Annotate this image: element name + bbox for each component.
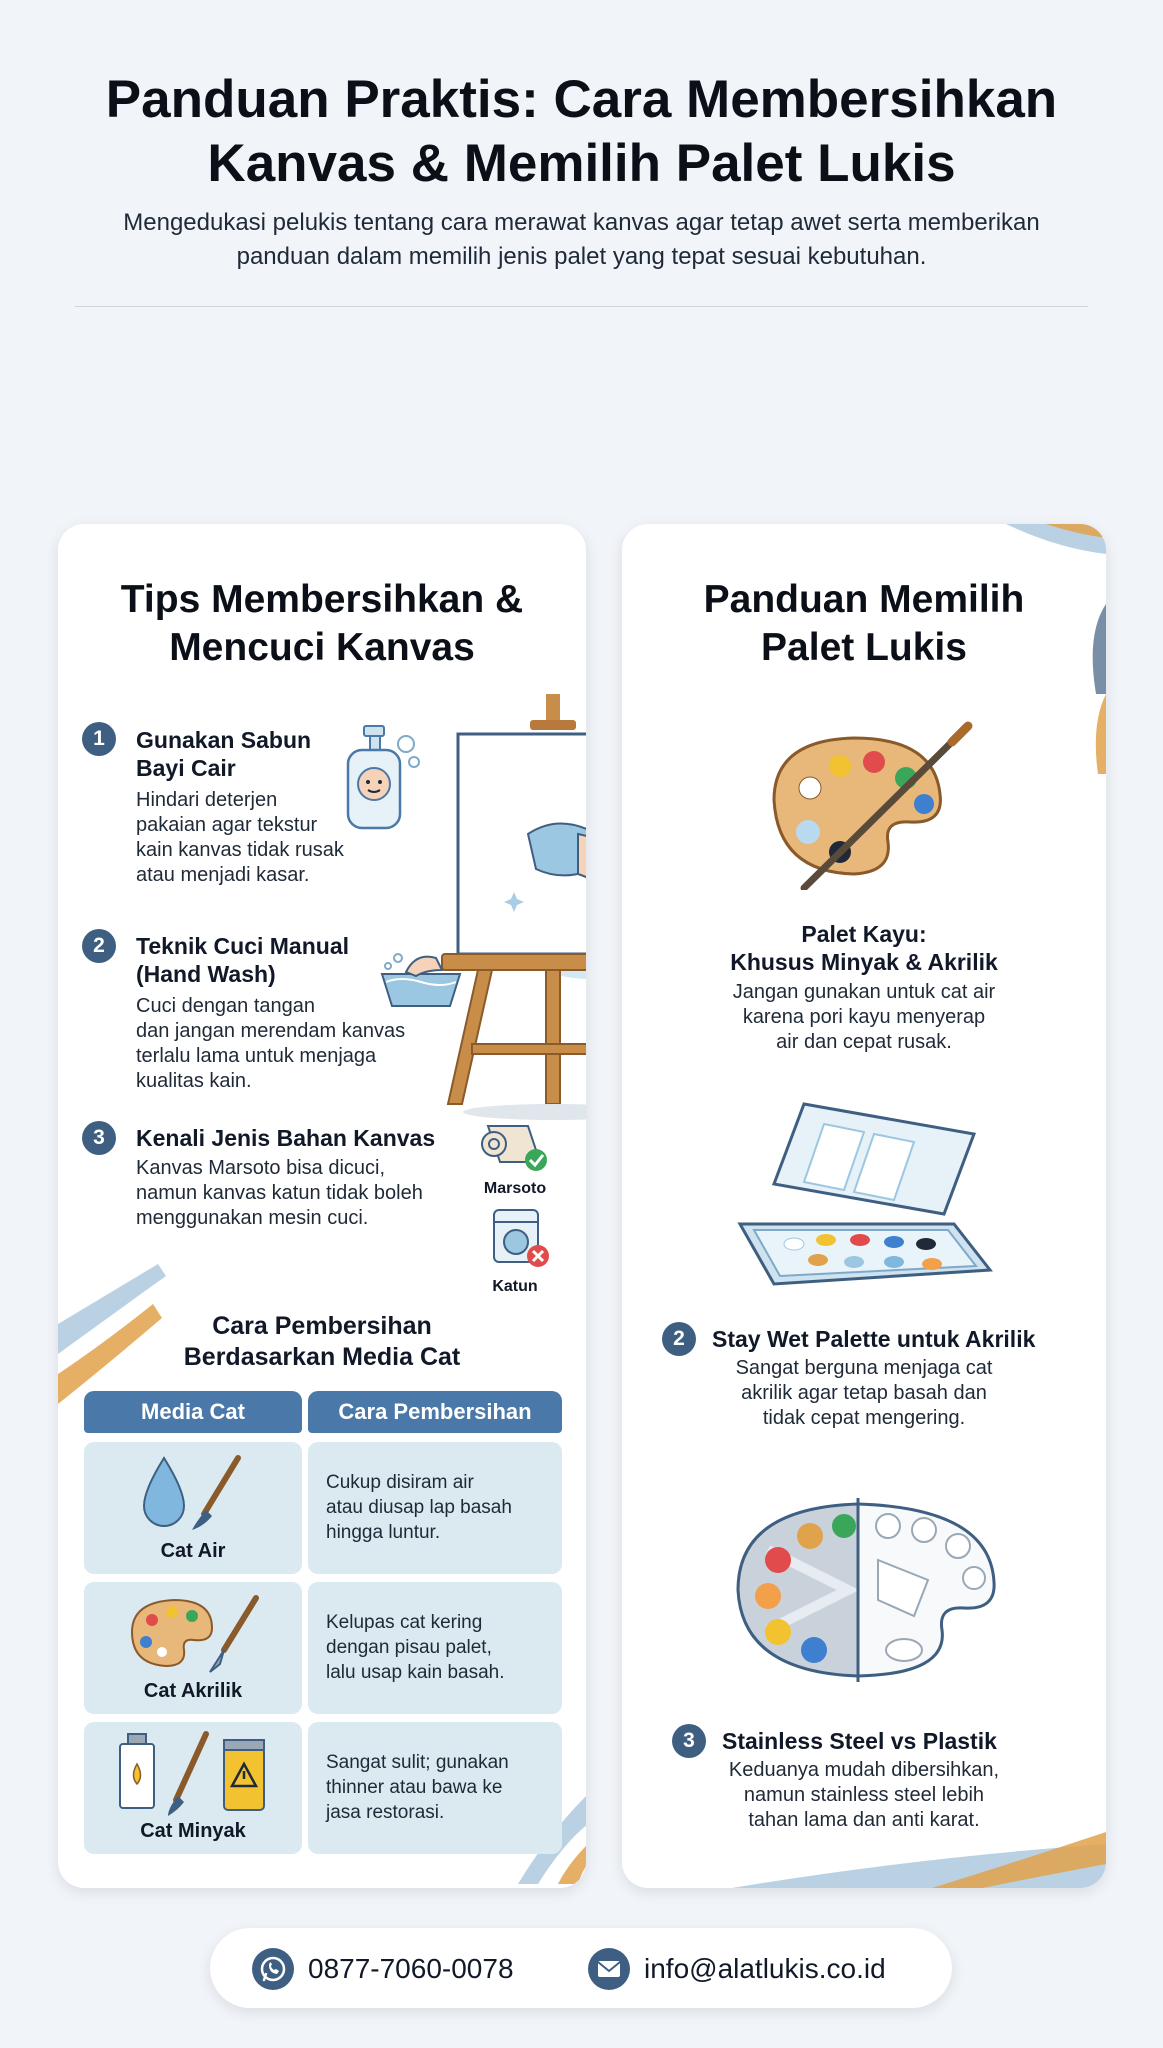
oil-paint-tube-icon (114, 1730, 274, 1820)
method-line: jasa restorasi. (326, 1802, 445, 1823)
tip-1-desc (136, 788, 344, 888)
tip-2-title-line2: (Hand Wash) (136, 961, 276, 987)
tip-number-3: 3 (82, 1121, 116, 1155)
tip-3-desc (136, 1156, 423, 1231)
palette-item-2-desc-line: tidak cepat mengering. (762, 1407, 966, 1429)
water-drop-brush-icon (134, 1454, 254, 1532)
tip-2-desc-line: kualitas kain. (136, 1070, 252, 1092)
method-line: Sangat sulit; gunakan (326, 1752, 509, 1773)
palette-item-2-desc-line: Sangat berguna menjaga cat (735, 1357, 993, 1379)
table-row-method-cell (308, 1442, 562, 1574)
email-icon[interactable] (588, 1948, 630, 1990)
method-line: lalu usap kain basah. (326, 1662, 505, 1683)
table-row-media-cell (84, 1442, 302, 1574)
media-label-cat-air: Cat Air (160, 1540, 226, 1562)
left-card-title-line2: Mencuci Kanvas (169, 626, 475, 669)
canvas-cleaning-card (58, 524, 586, 1888)
whatsapp-icon[interactable] (252, 1948, 294, 1990)
left-card-title (58, 576, 586, 672)
right-card-title-line1: Panduan Memilih (703, 578, 1025, 621)
table-row-method-cell (308, 1582, 562, 1714)
method-line: thinner atau bawa ke (326, 1777, 503, 1798)
method-text-cat-akrilik (326, 1610, 505, 1685)
palette-item-2-title: Stay Wet Palette untuk Akrilik (712, 1326, 1036, 1352)
method-text-cat-minyak (326, 1750, 509, 1825)
method-line: hingga luntur. (326, 1522, 441, 1543)
tip-1-title-line2: Bayi Cair (136, 755, 236, 781)
media-label-cat-akrilik: Cat Akrilik (143, 1680, 243, 1702)
contact-footer (210, 1928, 952, 2008)
tip-2-desc-line: terlalu lama untuk menjaga (136, 1045, 377, 1067)
tip-1-desc-line: Hindari deterjen (136, 789, 278, 811)
marsoto-label: Marsoto (483, 1180, 547, 1197)
palette-item-1-title (622, 920, 1106, 976)
palette-item-3-desc-line: Keduanya mudah dibersihkan, (728, 1759, 1000, 1781)
method-text-cat-air (326, 1470, 512, 1545)
tip-number-1: 1 (82, 722, 116, 756)
tip-2-title-line1: Teknik Cuci Manual (136, 933, 350, 959)
method-line: Kelupas cat kering (326, 1612, 483, 1633)
palette-guide-card (622, 524, 1106, 1888)
palette-item-3-desc (622, 1758, 1106, 1833)
palette-item-2-desc-line: akrilik agar tetap basah dan (741, 1382, 987, 1404)
palette-item-3-title: Stainless Steel vs Plastik (722, 1728, 997, 1754)
tip-3-desc-line: Kanvas Marsoto bisa dicuci, (136, 1157, 386, 1179)
page-title-line1: Panduan Praktis: Cara Membersihkan (105, 70, 1058, 129)
tip-2-desc (136, 994, 405, 1094)
tip-2-title (136, 932, 349, 988)
header-divider (75, 306, 1088, 307)
right-card-title-line2: Palet Lukis (761, 626, 967, 669)
page-subtitle (80, 206, 1083, 274)
baby-soap-bottle-icon (340, 724, 420, 834)
hand-wash-basin-icon (376, 944, 466, 1010)
easel-canvas-illustration (428, 664, 586, 1124)
page-subtitle-line1: Mengedukasi pelukis tentang cara merawat kanvas agar tetap awet serta memberikan (123, 209, 1040, 236)
palette-item-1-desc-line: karena pori kayu menyerap (742, 1006, 986, 1028)
tip-2-desc-line: dan jangan merendam kanvas (136, 1020, 406, 1042)
steel-plastic-palette-icon (728, 1490, 1004, 1690)
cleaning-table-title-line1: Cara Pembersihan (212, 1312, 432, 1340)
tip-1-desc-line: kain kanvas tidak rusak (136, 839, 344, 861)
page-title (40, 68, 1123, 196)
table-row-media-cell (84, 1582, 302, 1714)
tip-3-title: Kenali Jenis Bahan Kanvas (136, 1125, 436, 1151)
palette-item-1-desc-line: Jangan gunakan untuk cat air (732, 981, 996, 1003)
page-subtitle-line2: panduan dalam memilih jenis palet yang tepat sesuai kebutuhan. (236, 243, 927, 270)
tip-number-2: 2 (82, 929, 116, 963)
table-header-method: Cara Pembersihan (308, 1391, 562, 1433)
tip-1-title (136, 726, 311, 782)
tip-1-desc-line: pakaian agar tekstur (136, 814, 318, 836)
palette-item-2-desc (622, 1356, 1106, 1431)
tip-3-desc-line: namun kanvas katun tidak boleh (136, 1182, 423, 1204)
palette-item-3-desc-line: tahan lama dan anti karat. (748, 1809, 980, 1831)
tip-3-desc-line: menggunakan mesin cuci. (136, 1207, 369, 1229)
page-title-line2: Kanvas & Memilih Palet Lukis (207, 134, 956, 193)
method-line: dengan pisau palet, (326, 1637, 492, 1658)
wooden-palette-icon (764, 720, 974, 890)
palette-item-1-title-line2: Khusus Minyak & Akrilik (730, 949, 998, 975)
media-label-cat-minyak: Cat Minyak (140, 1820, 246, 1842)
stay-wet-palette-icon (734, 1094, 998, 1294)
phone-number-link[interactable]: 0877-7060-0078 (308, 1953, 514, 1984)
tip-1-title-line1: Gunakan Sabun (136, 727, 312, 753)
left-card-title-line1: Tips Membersihkan & (120, 578, 524, 621)
washing-machine-x-icon (490, 1206, 552, 1270)
method-line: atau diusap lap basah (326, 1497, 512, 1518)
palette-item-1-desc (622, 980, 1106, 1055)
katun-label: Katun (492, 1278, 538, 1295)
method-line: Cukup disiram air (326, 1472, 474, 1493)
palette-item-1-title-line1: Palet Kayu: (801, 921, 927, 947)
tip-2-desc-line: Cuci dengan tangan (136, 995, 316, 1017)
palette-item-number-2: 2 (662, 1322, 696, 1356)
palette-item-3-desc-line: namun stainless steel lebih (743, 1784, 985, 1806)
table-header-media: Media Cat (84, 1391, 302, 1433)
cleaning-table-title-line2: Berdasarkan Media Cat (183, 1343, 461, 1371)
table-row-method-cell (308, 1722, 562, 1854)
table-row-media-cell (84, 1722, 302, 1854)
palette-knife-icon (124, 1592, 264, 1676)
palette-item-1-desc-line: air dan cepat rusak. (776, 1031, 952, 1053)
canvas-roll-check-icon (480, 1116, 550, 1174)
email-address-link[interactable]: info@alatlukis.co.id (644, 1953, 886, 1984)
cleaning-table-title (58, 1311, 586, 1373)
tip-1-desc-line: atau menjadi kasar. (136, 864, 310, 886)
right-card-title (622, 576, 1106, 672)
palette-item-number-3: 3 (672, 1724, 706, 1758)
